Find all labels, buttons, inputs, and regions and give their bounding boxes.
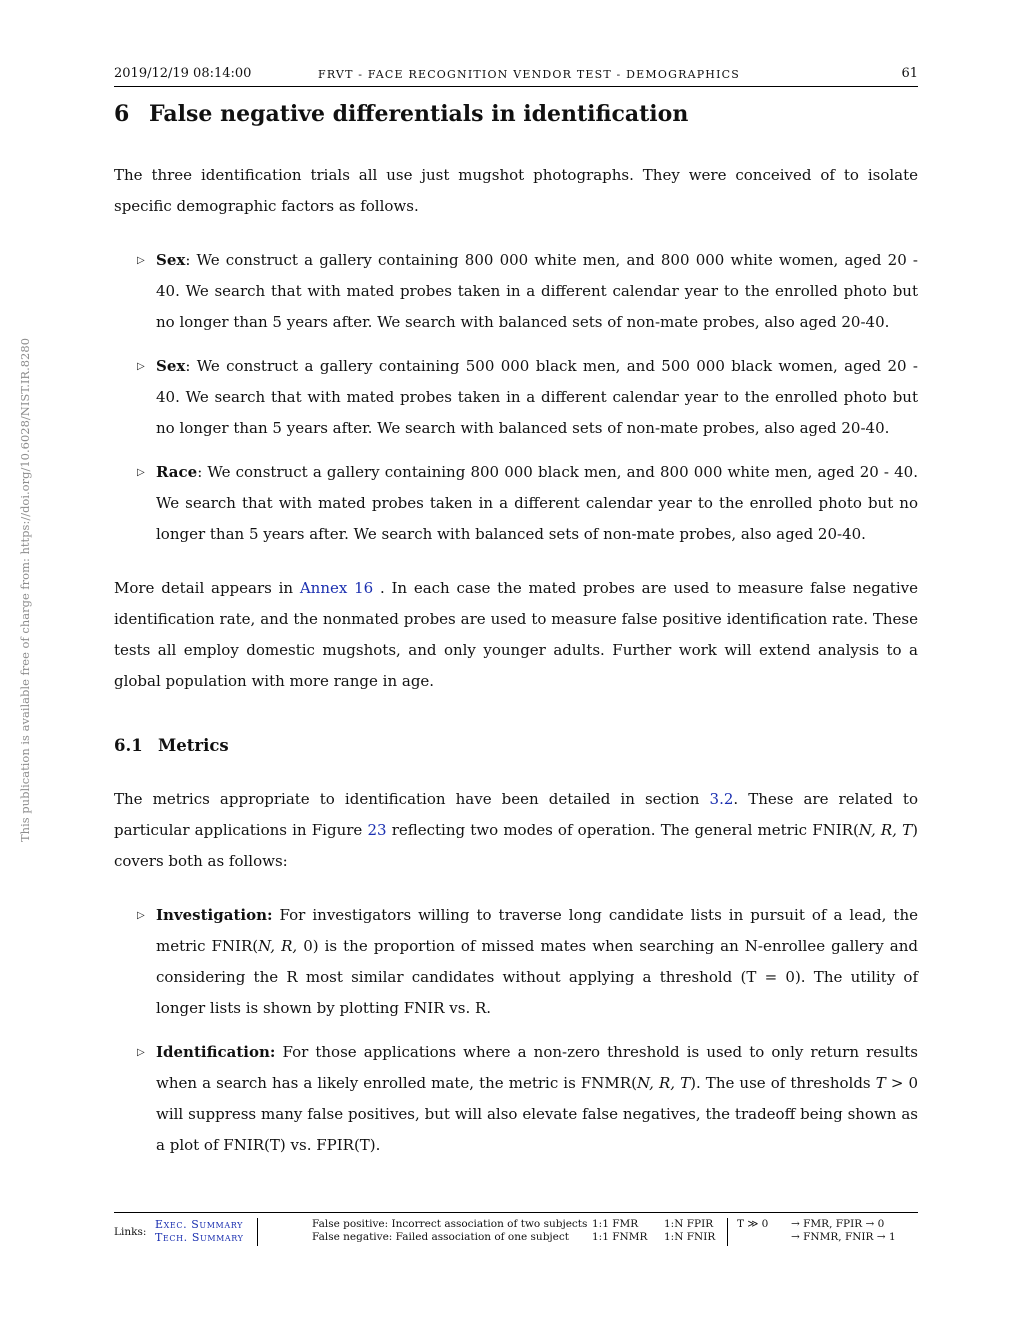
metrics-text-d: ) covers both as follows: bbox=[114, 821, 918, 870]
section-link[interactable]: 3.2 bbox=[709, 790, 734, 808]
id-text-b: ). The use of thresholds bbox=[690, 1074, 876, 1092]
id-text-c: > 0 will suppress many false positives, but will also elevate false negatives, the tradeoff being shown as a plot of FNIR(T) vs. FPIR(T). bbox=[156, 1074, 919, 1154]
fnmr-label: 1:1 FNMR bbox=[592, 1231, 648, 1243]
threshold-condition: T ≫ 0 bbox=[737, 1218, 769, 1230]
bullet-label: Sex bbox=[156, 357, 186, 375]
footer-divider bbox=[257, 1218, 258, 1246]
bullet-identification bbox=[137, 1037, 918, 1161]
bullet-label: Race bbox=[156, 463, 198, 481]
exec-summary-link[interactable]: Exec. Summary bbox=[155, 1218, 243, 1231]
bullet-sex-white bbox=[137, 245, 918, 338]
inv-math: N, R, bbox=[258, 937, 298, 955]
inv-text-a: For investigators willing to traverse long candidate lists in pursuit of a lead, the metric FNIR( bbox=[156, 906, 918, 955]
tech-summary-link[interactable]: Tech. Summary bbox=[155, 1231, 244, 1244]
footer-divider bbox=[727, 1218, 728, 1246]
bullet-label: Investigation: bbox=[156, 906, 273, 924]
inv-text-b: 0) is the proportion of missed mates when searching an N-enrollee gallery and considering the R most similar candidates without applying a threshold (T = 0). The utility of longer lists is shown by plotting FNIR vs. R. bbox=[156, 937, 918, 1017]
metrics-text-b: . These are related to particular applications in Figure bbox=[114, 790, 918, 839]
metrics-paragraph bbox=[114, 784, 918, 877]
detail-text-a: More detail appears in bbox=[114, 579, 300, 597]
bullet-text: : We construct a gallery containing 800 000 black men, and 800 000 white men, aged 20 - 40. We search that with mated probes taken in a different calendar year to the enrolled photo but no longer than 5 years after. We search with balanced sets of non-mate probes, also aged 20-40. bbox=[156, 463, 918, 543]
bullet-label: Identification: bbox=[156, 1043, 276, 1061]
fnmr-fnir-limit: → FNMR, FNIR → 1 bbox=[791, 1231, 896, 1243]
section-number: 6 bbox=[114, 101, 130, 127]
bullet-label: Sex bbox=[156, 251, 186, 269]
triangle-bullet-icon: ▷ bbox=[137, 1047, 145, 1058]
running-header bbox=[114, 64, 918, 87]
detail-paragraph bbox=[114, 573, 918, 697]
header-title: FRVT - FACE RECOGNITION VENDOR TEST - DEMOGRAPHICS bbox=[318, 68, 741, 81]
metrics-text-a: The metrics appropriate to identification have been detailed in section bbox=[114, 790, 710, 808]
footer-rule bbox=[114, 1212, 918, 1213]
bullet-text: : We construct a gallery containing 800 000 white men, and 800 000 white women, aged 20 - 40. We search that with mated probes taken in a different calendar year to the enrolled photo but no longer than 5 years after. We search with balanced sets of non-mate probes, also aged 20-40. bbox=[156, 251, 918, 331]
subsection-number: 6.1 bbox=[114, 736, 143, 755]
triangle-bullet-icon: ▷ bbox=[137, 910, 145, 921]
intro-paragraph: The three identification trials all use just mugshot photographs. They were conceived of to isolate specific demographic factors as follows. bbox=[114, 166, 918, 215]
figure-link[interactable]: 23 bbox=[367, 821, 387, 839]
triangle-bullet-icon: ▷ bbox=[137, 467, 145, 478]
id-math: N, R, T bbox=[636, 1074, 691, 1092]
metrics-text-c: reflecting two modes of operation. The general metric FNIR( bbox=[386, 821, 859, 839]
footer-links-label: Links: bbox=[114, 1226, 147, 1238]
false-positive-definition: False positive: Incorrect association of two subjects bbox=[312, 1218, 588, 1230]
bullet-investigation bbox=[137, 900, 918, 1024]
annex-link[interactable]: Annex 16 bbox=[299, 579, 374, 597]
bullet-race bbox=[137, 457, 918, 550]
bullet-text: : We construct a gallery containing 500 000 black men, and 500 000 black women, aged 20 - 40. We search that with mated probes taken in a different calendar year to the enrolled photo but no longer than 5 years after. We search with balanced sets of non-mate probes, also aged 20-40. bbox=[156, 357, 918, 437]
detail-text-b: . In each case the mated probes are used to measure false negative identification rate, and the nonmated probes are used to measure false positive identification rate. These tests all employ domestic mugshots, and only younger adults. Further work will extend analysis to a global population with more range in age. bbox=[114, 579, 918, 690]
triangle-bullet-icon: ▷ bbox=[137, 255, 145, 266]
fmr-fpir-limit: → FMR, FPIR → 0 bbox=[791, 1218, 885, 1230]
page-number: 61 bbox=[901, 66, 918, 81]
false-negative-definition: False negative: Failed association of one subject bbox=[312, 1231, 569, 1243]
section-heading bbox=[114, 101, 688, 127]
section-title: False negative differentials in identification bbox=[149, 101, 689, 127]
bullet-sex-black bbox=[137, 351, 918, 444]
subsection-title: Metrics bbox=[158, 736, 229, 755]
id-math-t: T bbox=[875, 1074, 886, 1092]
subsection-heading bbox=[114, 736, 229, 755]
triangle-bullet-icon: ▷ bbox=[137, 361, 145, 372]
id-text-a: For those applications where a non-zero threshold is used to only return results when a search has a likely enrolled mate, the metric is FNMR( bbox=[156, 1043, 918, 1092]
fpir-label: 1:N FPIR bbox=[664, 1218, 714, 1230]
fmr-label: 1:1 FMR bbox=[592, 1218, 639, 1230]
availability-sidenote: This publication is available free of charge from: https://doi.org/10.6028/NIST.IR.8280 bbox=[18, 337, 32, 842]
metrics-math: N, R, T bbox=[858, 821, 913, 839]
fnir-label: 1:N FNIR bbox=[664, 1231, 716, 1243]
header-date: 2019/12/19 08:14:00 bbox=[114, 66, 252, 81]
